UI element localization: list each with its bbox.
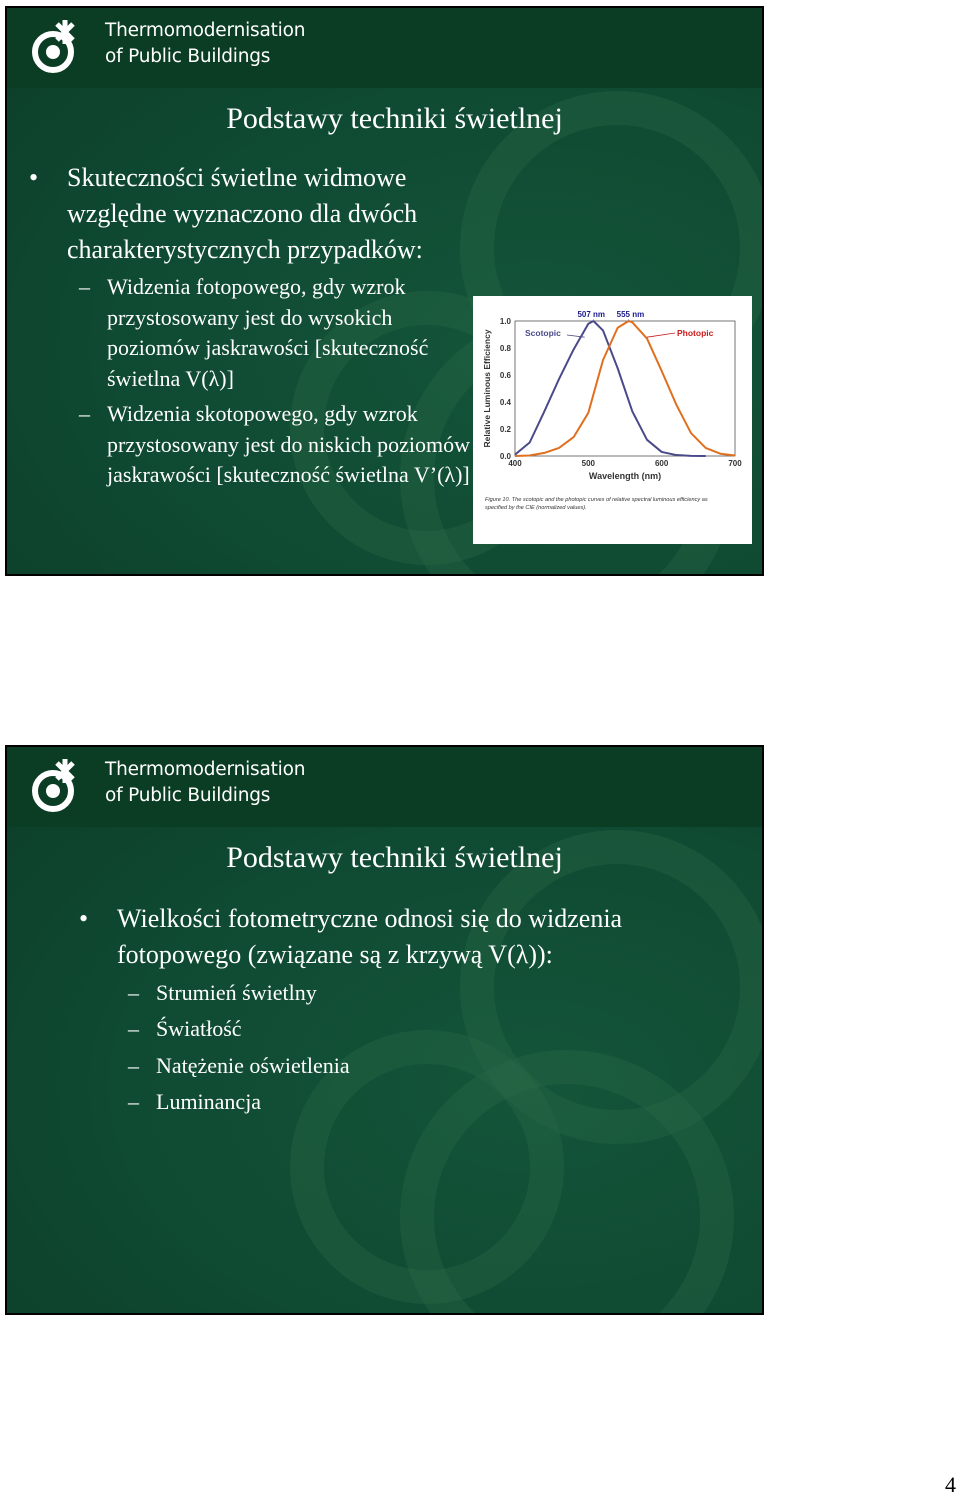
slide-header — [7, 8, 762, 88]
caption-line: Figure 10. The scotopic and the photopic curves of relative spectral luminous efficiency as — [485, 497, 708, 503]
y-tick-label: 0.2 — [499, 425, 511, 434]
slide-header — [7, 747, 762, 827]
x-tick-label: 400 — [508, 459, 522, 468]
dash-marker: – — [128, 1089, 139, 1114]
legend-label-photopic: Photopic — [677, 328, 714, 338]
x-tick-label: 600 — [654, 459, 669, 468]
sub-bullet-luminous-intensity — [128, 1014, 242, 1045]
slide-title: Podstawy techniki świetlnej — [226, 841, 563, 874]
logo-icon — [27, 18, 91, 78]
luminous-efficiency-figure — [473, 296, 752, 544]
dash-marker: – — [79, 401, 90, 426]
bullet-marker: • — [79, 904, 89, 933]
brand-line-2: of Public Buildings — [105, 46, 271, 67]
y-tick-label: 1.0 — [499, 317, 511, 326]
dash-marker: – — [128, 1016, 139, 1041]
brand-line-1: Thermomodernisation — [105, 20, 306, 41]
logo-icon — [27, 757, 91, 817]
sub-bullet-scotopic — [79, 399, 472, 491]
dash-marker: – — [128, 980, 139, 1005]
sub-bullet-text: Widzenia skotopowego, gdy wzrok przystosowany jest do niskich poziomów jaskrawości [skuteczność świetlna V’(λ)] — [107, 401, 470, 487]
page-number: 4 — [945, 1472, 956, 1497]
bullet-marker: • — [29, 163, 39, 192]
sub-bullet-text: Strumień świetlny — [156, 980, 317, 1005]
peak-label-scotopic: 507 nm — [577, 310, 606, 319]
sub-bullet-photopic — [79, 272, 472, 394]
sub-bullet-text: Natężenie oświetlenia — [156, 1053, 350, 1078]
y-axis-label: Relative Luminous Efficiency — [482, 329, 492, 448]
luminous-efficiency-chart — [473, 296, 752, 544]
brand-line-2: of Public Buildings — [105, 785, 271, 806]
main-bullet — [79, 901, 717, 973]
watermark-logo — [7, 747, 764, 1315]
brand-line-1: Thermomodernisation — [105, 759, 306, 780]
y-tick-label: 0.6 — [499, 371, 511, 380]
y-tick-label: 0.0 — [499, 452, 511, 461]
peak-label-photopic: 555 nm — [616, 310, 645, 319]
dash-marker: – — [79, 274, 90, 299]
slide-2 — [5, 745, 764, 1315]
x-tick-label: 700 — [728, 459, 742, 468]
sub-bullet-text: Luminancja — [156, 1089, 262, 1114]
y-tick-label: 0.4 — [499, 398, 511, 407]
y-tick-label: 0.8 — [499, 344, 511, 353]
slide-title: Podstawy techniki świetlnej — [226, 102, 563, 135]
caption-line: specified by the CIE (normalized values). — [485, 505, 587, 511]
sub-bullet-text: Światłość — [156, 1016, 242, 1041]
slide-1 — [5, 6, 764, 576]
dash-marker: – — [128, 1053, 139, 1078]
brand-text — [105, 18, 305, 70]
brand-text — [105, 757, 305, 809]
legend-label-scotopic: Scotopic — [525, 328, 561, 338]
main-bullet-text: Skuteczności świetlne widmowe względne wyznaczono dla dwóch charakterystycznych przypadków: — [67, 163, 423, 264]
figure-caption — [485, 497, 708, 511]
sub-bullet-text: Widzenia fotopowego, gdy wzrok przystosowany jest do wysokich poziomów jaskrawości [skuteczność świetlna V(λ)] — [107, 274, 429, 391]
sub-bullet-luminance — [128, 1087, 262, 1118]
sub-bullet-illuminance — [128, 1051, 350, 1082]
x-axis-label: Wavelength (nm) — [588, 471, 662, 481]
x-tick-label: 500 — [581, 459, 596, 468]
main-bullet — [29, 160, 487, 268]
sub-bullet-luminous-flux — [128, 978, 317, 1009]
main-bullet-text: Wielkości fotometryczne odnosi się do widzenia fotopowego (związane są z krzywą V(λ)): — [117, 904, 623, 969]
